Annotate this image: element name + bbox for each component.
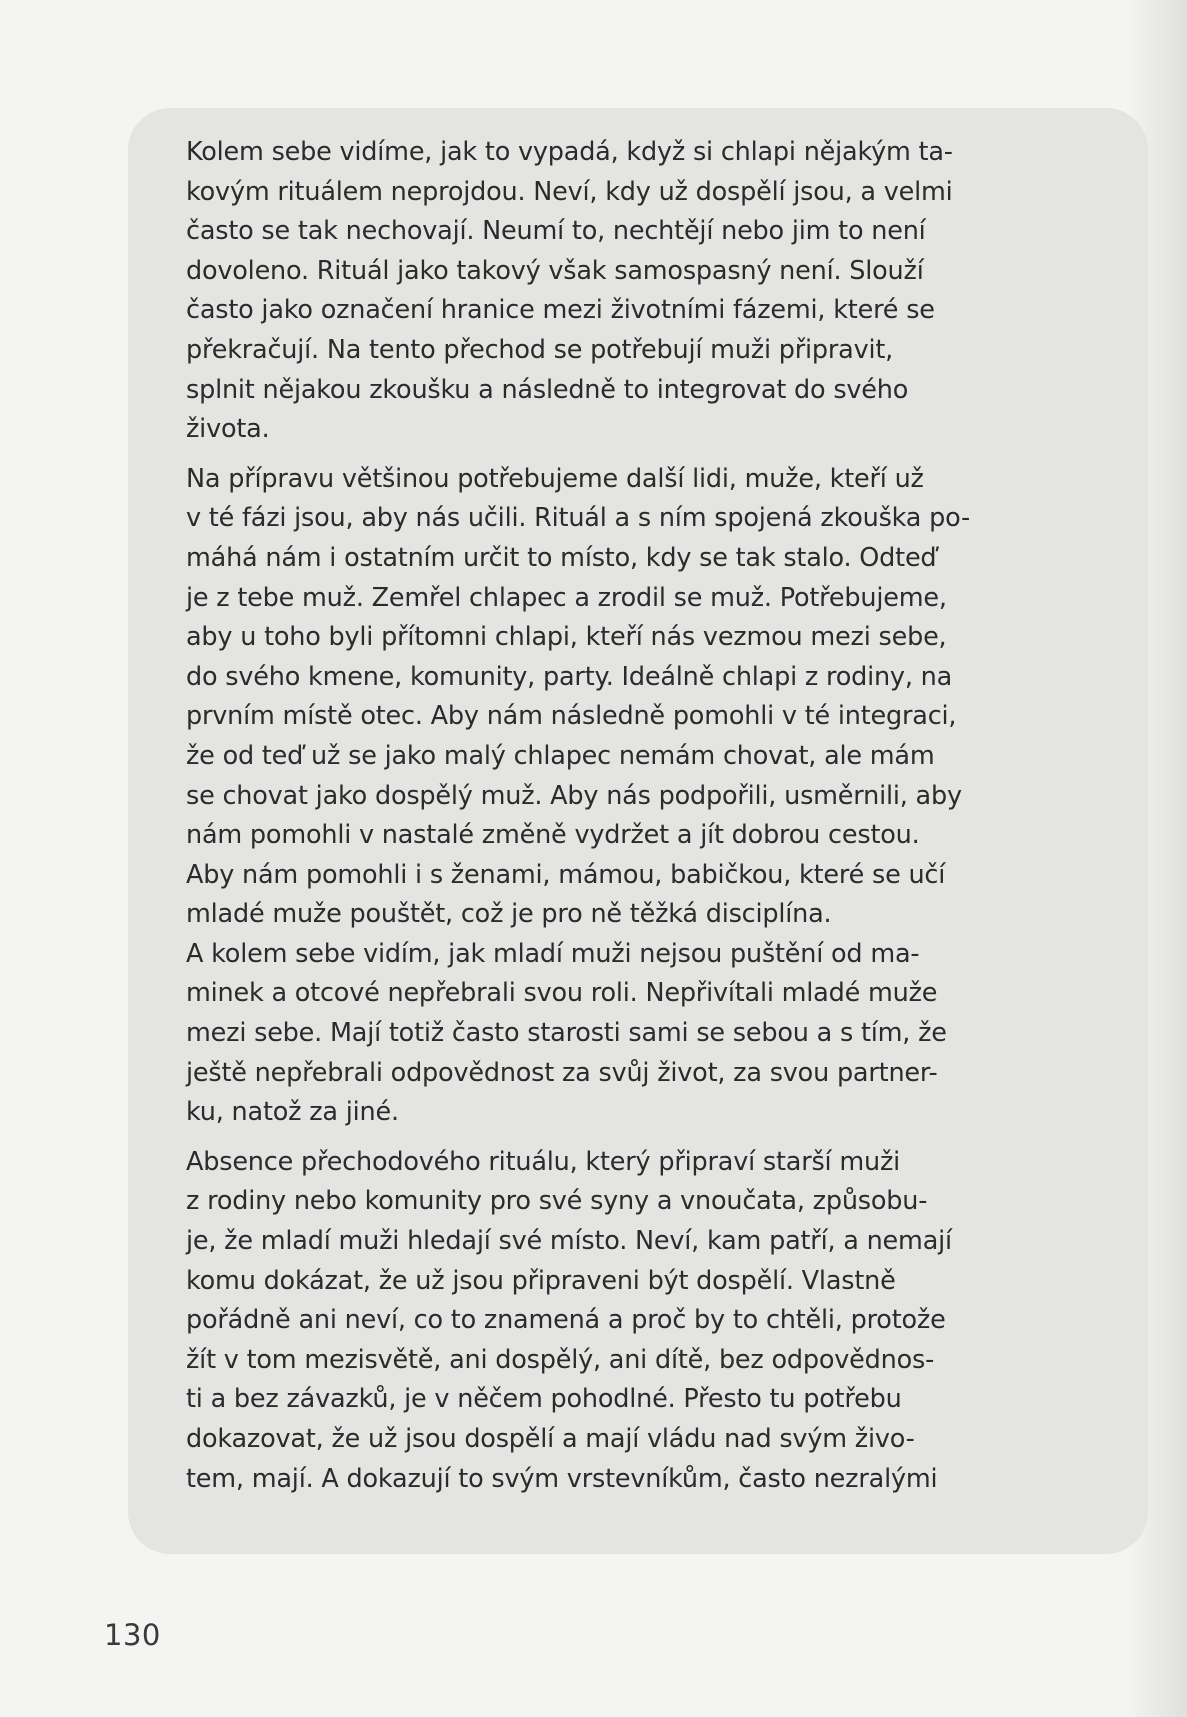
text-line: v té fázi jsou, aby nás učili. Rituál a s ním spojená zkouška po- [186, 503, 970, 534]
text-line: často jako označení hranice mezi životními fázemi, které se [186, 295, 935, 326]
text-line: mladé muže pouštět, což je pro ně těžká disciplína. [186, 899, 832, 930]
text-line: Aby nám pomohli i s ženami, mámou, babičkou, které se učí [186, 859, 946, 890]
text-line: ku, natož za jiné. [186, 1097, 399, 1128]
text-line: nám pomohli v nastalé změně vydržet a jít dobrou cestou. [186, 820, 920, 851]
text-line: často se tak nechovají. Neumí to, nechtějí nebo jim to není [186, 216, 926, 247]
text-line: že od teď už se jako malý chlapec nemám chovat, ale mám [186, 740, 935, 771]
text-line: ještě nepřebrali odpovědnost za svůj život, za svou partner- [186, 1057, 938, 1088]
text-line: Absence přechodového rituálu, který připraví starší muži [186, 1146, 901, 1177]
text-line: ti a bez závazků, je v něčem pohodlné. Přesto tu potřebu [186, 1384, 902, 1415]
text-line: do svého kmene, komunity, party. Ideálně chlapi z rodiny, na [186, 661, 953, 692]
text-line: překračují. Na tento přechod se potřebují muži připravit, [186, 334, 894, 365]
text-line: je z tebe muž. Zemřel chlapec a zrodil se muž. Potřebujeme, [186, 582, 947, 613]
text-line: splnit nějakou zkoušku a následně to integrovat do svého [186, 374, 909, 405]
text-line: dovoleno. Rituál jako takový však samospasný není. Slouží [186, 255, 924, 286]
text-line: A kolem sebe vidím, jak mladí muži nejsou puštění od ma- [186, 938, 920, 969]
text-line: aby u toho byli přítomni chlapi, kteří nás vezmou mezi sebe, [186, 622, 947, 653]
text-line: se chovat jako dospělý muž. Aby nás podpořili, usměrnili, aby [186, 780, 962, 811]
text-line: mezi sebe. Mají totiž často starosti sami se sebou a s tím, že [186, 1018, 947, 1049]
text-line: máhá nám i ostatním určit to místo, kdy se tak stalo. Odteď [186, 542, 937, 573]
highlighted-text-box [128, 108, 1148, 1554]
paragraph-gap [186, 450, 1108, 460]
page-number: 130 [104, 1618, 161, 1652]
text-line: žít v tom mezisvětě, ani dospělý, ani dítě, bez odpovědnos- [186, 1344, 935, 1375]
text-line: dokazovat, že už jsou dospělí a mají vládu nad svým živo- [186, 1424, 915, 1454]
paragraph-3 [186, 1143, 1108, 1499]
text-line: tem, mají. A dokazují to svým vrstevníkům, často nezralými [186, 1463, 938, 1494]
text-line: kovým rituálem neprojdou. Neví, kdy už dospělí jsou, a velmi [186, 176, 953, 207]
text-line: z rodiny nebo komunity pro své syny a vnoučata, způsobu- [186, 1186, 928, 1217]
paragraph-gap [186, 1133, 1108, 1143]
text-line: prvním místě otec. Aby nám následně pomohli v té integraci, [186, 701, 957, 732]
text-line: je, že mladí muži hledají své místo. Neví, kam patří, a nemají [186, 1226, 952, 1257]
text-line: pořádně ani neví, co to znamená a proč by to chtěli, protože [186, 1305, 946, 1336]
text-line: Kolem sebe vidíme, jak to vypadá, když si chlapi nějakým ta- [186, 137, 953, 167]
paragraph-2 [186, 460, 1108, 1133]
text-line: života. [186, 414, 270, 445]
text-line: minek a otcové nepřebrali svou roli. Nepřivítali mladé muže [186, 978, 938, 1009]
text-line: komu dokázat, že už jsou připraveni být dospělí. Vlastně [186, 1265, 896, 1296]
paragraph-1 [186, 133, 1108, 450]
text-line: Na přípravu většinou potřebujeme další lidi, muže, kteří už [186, 463, 924, 494]
